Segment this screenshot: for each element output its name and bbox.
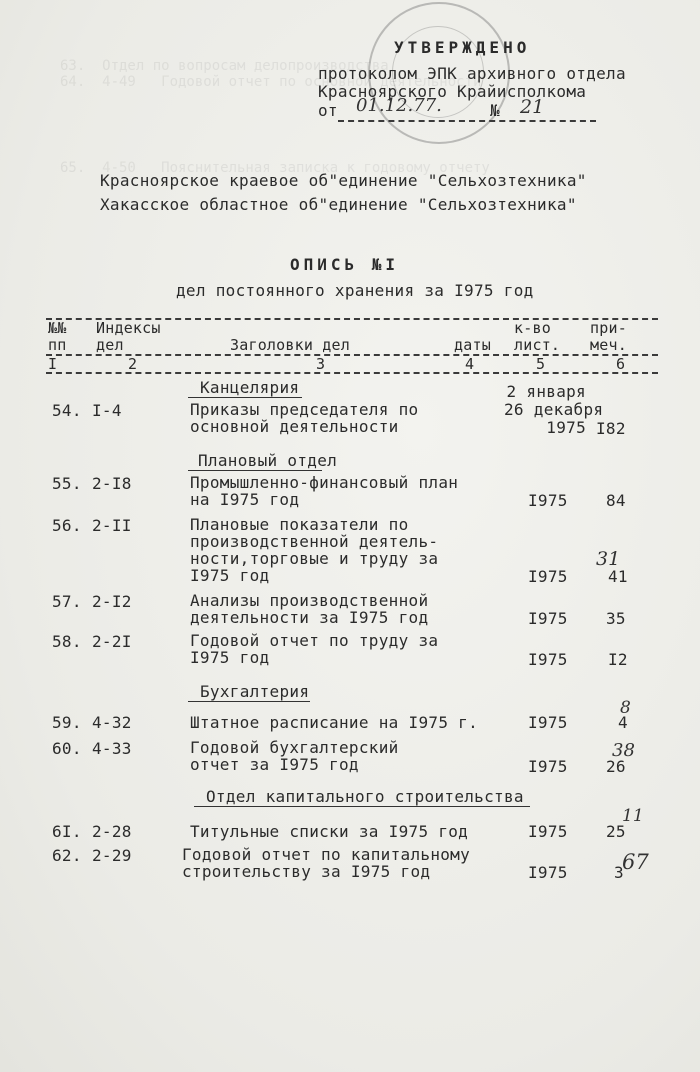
header-dates: даты [454,336,491,354]
row-title: Годовой бухгалтерский отчет за I975 год [190,738,399,774]
header-mid-rule [46,354,658,356]
inventory-title: ОПИСЬ №I [290,255,400,274]
row-num: 57. [52,592,82,611]
section-heading-accounting: Бухгалтерия [200,682,310,701]
row-num: 62. [52,846,82,865]
section-underline [188,470,322,471]
row-title: Штатное расписание на I975 г. [190,713,479,732]
row-sheets: I82 [596,419,626,438]
row-index: 2-I2 [92,592,132,611]
header-notes: при- меч. [590,319,627,354]
bleed-through-text: 65. 4-50 Пояснительная записка к годовому отчету [60,160,490,176]
header-colnum-5: 5 [536,355,546,373]
row-sheets: 4 [618,713,628,732]
section-underline [194,806,530,807]
row-sheets: 26 [606,757,626,776]
row-index: 4-33 [92,739,132,758]
row-index: I-4 [92,401,122,420]
row-title: Годовой отчет по труду за I975 год [190,631,439,667]
row-title: Анализы производственной деятельности за I975 год [190,591,429,627]
row-note-handwritten: 8 [620,698,631,718]
approval-date-handwritten: 01.12.77. [356,95,442,116]
organization-line2: Хакасское областное об"единение "Сельхозтехника" [100,195,577,214]
row-num: 6I. [52,822,82,841]
section-heading-chancellery: Канцелярия [200,378,300,397]
approval-line2: Красноярского Крайисполкома [318,82,587,101]
header-colnum-1: I [48,355,58,373]
approval-date-prefix: от [318,101,338,120]
row-index: 2-2I [92,632,132,651]
row-num: 58. [52,632,82,651]
section-heading-construction: Отдел капитального строительства [206,787,524,806]
approval-number-handwritten: 21 [520,96,545,118]
row-dates: I975 [528,713,568,732]
row-note-handwritten: 38 [612,740,635,761]
header-colnum-3: 3 [316,355,326,373]
row-title: Титульные списки за I975 год [190,822,469,841]
row-sheets: 25 [606,822,626,841]
header-title: Заголовки дел [230,336,350,354]
header-sheets: к-во лист. [514,319,561,354]
row-title: Приказы председателя по основной деятельности [190,400,419,436]
row-num: 60. [52,739,82,758]
row-note-handwritten: 31 [596,548,621,570]
bleed-through-text: 63. Отдел по вопросам делопроизводства 64. 4-49 Годовой отчет по основной деятельности [60,58,482,90]
organization-line1: Красноярское краевое об"единение "Сельхозтехника" [100,171,587,190]
row-title: Годовой отчет по капитальному строительству за I975 год [182,845,471,881]
row-index: 2-I8 [92,474,132,493]
row-sheets: 84 [606,491,626,510]
inventory-subtitle: дел постоянного хранения за I975 год [176,281,534,300]
row-index: 2-28 [92,822,132,841]
row-num: 55. [52,474,82,493]
approval-title: УТВЕРЖДЕНО [394,38,531,57]
row-dates: 2 января 26 декабря 1975 [504,382,604,437]
row-note-handwritten: 67 [622,850,649,874]
row-index: 2-II [92,516,132,535]
row-num: 59. [52,713,82,732]
row-title: Плановые показатели по производственной деятель- ности,торговые и труду за I975 год [190,515,439,585]
row-dates: I975 [528,491,568,510]
row-dates: I975 [528,757,568,776]
row-note-handwritten: 11 [622,806,644,826]
approval-underline [338,120,596,122]
header-num: №№ пп [48,319,67,354]
row-dates: I975 [528,863,568,882]
row-num: 56. [52,516,82,535]
row-index: 4-32 [92,713,132,732]
row-sheets: 41 [608,567,628,586]
header-index: Индексы дел [96,319,161,354]
row-dates: I975 [528,822,568,841]
section-underline [188,701,310,702]
row-index: 2-29 [92,846,132,865]
section-heading-planning: Плановый отдел [198,451,338,470]
row-sheets: I2 [608,650,628,669]
row-title: Промышленно-финансовый план на I975 год [190,473,459,509]
section-underline [188,397,302,398]
row-sheets: 3 [614,863,624,882]
row-dates: I975 [528,567,568,586]
approval-line1: протоколом ЭПК архивного отдела [318,64,626,83]
row-sheets: 35 [606,609,626,628]
header-colnum-2: 2 [128,355,138,373]
header-colnum-6: 6 [616,355,626,373]
row-dates: I975 [528,650,568,669]
approval-number-prefix: № [490,101,500,120]
row-dates: I975 [528,609,568,628]
row-num: 54. [52,401,82,420]
header-colnum-4: 4 [465,355,475,373]
header-bottom-rule [46,372,658,374]
